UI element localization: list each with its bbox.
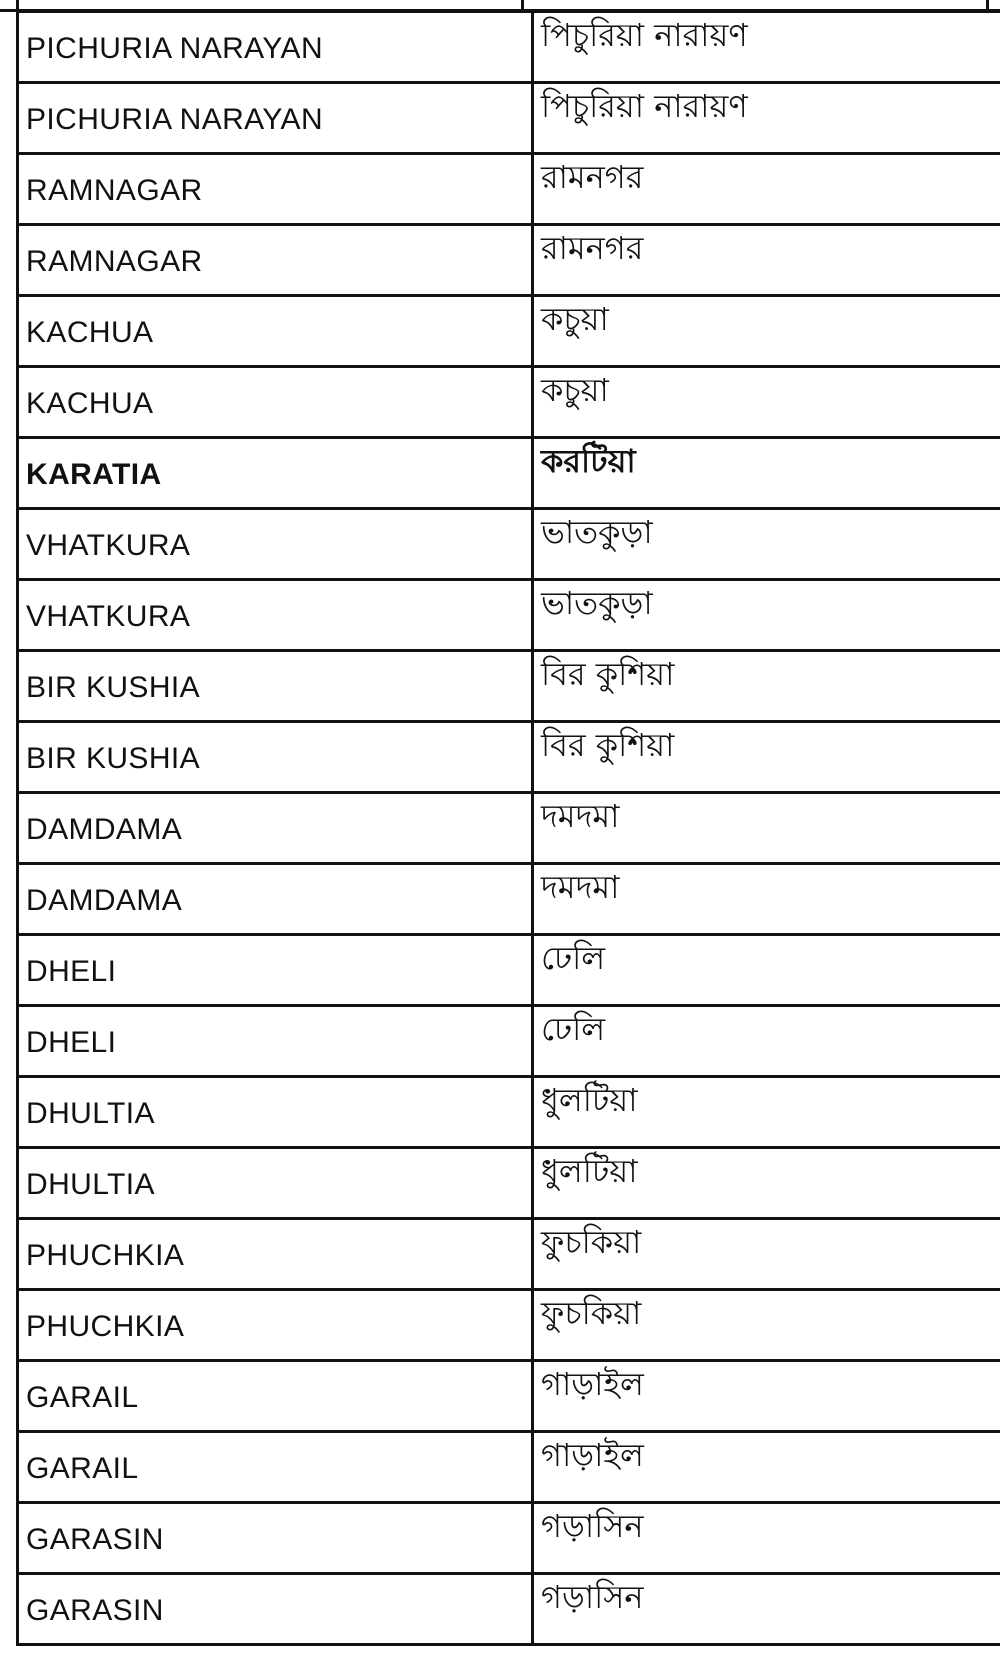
bengali-name-cell: পিচুরিয়া নারায়ণ — [533, 12, 1000, 83]
bengali-name-cell: গড়াসিন — [533, 1574, 1000, 1645]
english-name-cell: BIR KUSHIA — [18, 651, 533, 722]
english-name-cell: PICHURIA NARAYAN — [18, 83, 533, 154]
table-row — [18, 154, 1000, 225]
english-name-cell: PHUCHKIA — [18, 1219, 533, 1290]
bengali-name-cell: করটিয়া — [533, 438, 1000, 509]
table-row — [18, 1148, 1000, 1219]
english-name-cell: GARAIL — [18, 1432, 533, 1503]
table-row — [18, 438, 1000, 509]
table-row — [18, 651, 1000, 722]
table-row — [18, 580, 1000, 651]
bengali-name-cell: ধুলটিয়া — [533, 1148, 1000, 1219]
english-name-cell: DHULTIA — [18, 1148, 533, 1219]
english-name-cell: DAMDAMA — [18, 864, 533, 935]
english-name-cell: PHUCHKIA — [18, 1290, 533, 1361]
english-name-cell: RAMNAGAR — [18, 154, 533, 225]
english-name-cell: GARAIL — [18, 1361, 533, 1432]
english-name-cell: RAMNAGAR — [18, 225, 533, 296]
english-name-cell: DAMDAMA — [18, 793, 533, 864]
table-row — [18, 1290, 1000, 1361]
english-name-cell: GARASIN — [18, 1503, 533, 1574]
bengali-name-cell: বির কুশিয়া — [533, 722, 1000, 793]
bengali-name-cell: ফুচকিয়া — [533, 1290, 1000, 1361]
english-name-cell: DHULTIA — [18, 1077, 533, 1148]
table-row — [18, 1432, 1000, 1503]
table-row — [18, 1219, 1000, 1290]
table-row — [18, 1077, 1000, 1148]
table-row — [18, 225, 1000, 296]
english-name-cell: KARATIA — [18, 438, 533, 509]
table-row — [18, 1503, 1000, 1574]
english-name-cell: DHELI — [18, 935, 533, 1006]
english-name-cell: GARASIN — [18, 1574, 533, 1645]
english-name-cell: BIR KUSHIA — [18, 722, 533, 793]
table-row — [18, 1574, 1000, 1645]
table-row — [18, 864, 1000, 935]
bengali-name-cell: কচুয়া — [533, 367, 1000, 438]
english-name-cell: KACHUA — [18, 296, 533, 367]
bengali-name-cell: ঢেলি — [533, 935, 1000, 1006]
place-names-table — [16, 10, 1000, 1646]
bengali-name-cell: রামনগর — [533, 154, 1000, 225]
table-row — [18, 935, 1000, 1006]
bengali-name-cell: ঢেলি — [533, 1006, 1000, 1077]
table-row — [18, 1361, 1000, 1432]
bengali-name-cell: ফুচকিয়া — [533, 1219, 1000, 1290]
english-name-cell: PICHURIA NARAYAN — [18, 12, 533, 83]
bengali-name-cell: রামনগর — [533, 225, 1000, 296]
bengali-name-cell: গাড়াইল — [533, 1432, 1000, 1503]
table-row — [18, 722, 1000, 793]
bengali-name-cell: গড়াসিন — [533, 1503, 1000, 1574]
bengali-name-cell: ভাতকুড়া — [533, 509, 1000, 580]
bengali-name-cell: কচুয়া — [533, 296, 1000, 367]
bengali-name-cell: ধুলটিয়া — [533, 1077, 1000, 1148]
english-name-cell: KACHUA — [18, 367, 533, 438]
bengali-name-cell: দমদমা — [533, 864, 1000, 935]
english-name-cell: DHELI — [18, 1006, 533, 1077]
bengali-name-cell: বির কুশিয়া — [533, 651, 1000, 722]
table-row — [18, 296, 1000, 367]
table-row — [18, 83, 1000, 154]
bengali-name-cell: দমদমা — [533, 793, 1000, 864]
table-row — [18, 793, 1000, 864]
english-name-cell: VHATKURA — [18, 509, 533, 580]
bengali-name-cell: ভাতকুড়া — [533, 580, 1000, 651]
table-body — [18, 12, 1000, 1645]
english-name-cell: VHATKURA — [18, 580, 533, 651]
bengali-name-cell: পিচুরিয়া নারায়ণ — [533, 83, 1000, 154]
table-row — [18, 12, 1000, 83]
bengali-name-cell: গাড়াইল — [533, 1361, 1000, 1432]
table-row — [18, 1006, 1000, 1077]
table-row — [18, 509, 1000, 580]
table-row — [18, 367, 1000, 438]
